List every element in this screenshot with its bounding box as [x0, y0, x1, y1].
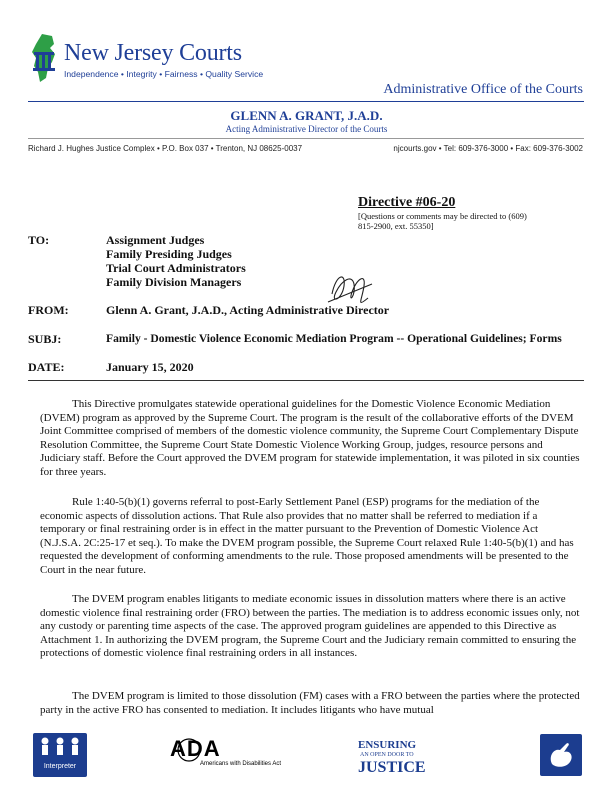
- contact-info: njcourts.gov • Tel: 609-376-3000 • Fax: 609-376-3002: [393, 144, 583, 153]
- mailing-address: Richard J. Hughes Justice Complex • P.O. Box 037 • Trenton, NJ 08625-0037: [28, 144, 303, 153]
- interpreter-logo: [33, 733, 87, 777]
- ensuring-label: ENSURING: [358, 739, 417, 751]
- recipient: Trial Court Administrators: [106, 261, 246, 275]
- date-value: January 15, 2020: [106, 360, 194, 374]
- ada-subtitle: Americans with Disabilities Act: [200, 761, 282, 767]
- directive-number: Directive #06-20: [358, 195, 456, 210]
- sign-language-icon: [540, 734, 582, 776]
- subject-value: Family - Domestic Violence Economic Mediation Program -- Operational Guidelines; Forms: [106, 332, 562, 345]
- interpreter-label: Interpreter: [43, 763, 77, 770]
- justice-label: JUSTICE: [358, 759, 426, 776]
- sign-language-logo: [540, 734, 582, 776]
- memo-divider: [28, 380, 584, 381]
- recipient: Family Presiding Judges: [106, 247, 232, 261]
- open-door-label: AN OPEN DOOR TO: [360, 752, 414, 758]
- address-divider: [28, 138, 584, 139]
- director-name: GLENN A. GRANT, J.A.D.: [230, 108, 383, 123]
- body-paragraph: The DVEM program is limited to those dissolution (FM) cases with a FRO between the parties where the protected party in the active FRO has consented to mediation. It includes litigants who have mutual: [40, 690, 580, 716]
- subject-label: SUBJ:: [28, 332, 62, 346]
- office-name: Administrative Office of the Courts: [383, 82, 583, 97]
- body-paragraph: This Directive promulgates statewide operational guidelines for the Domestic Violence Economic Mediation (DVEM) program as approved by the Supreme Court. The program is the result of the collaborative efforts of the DVEM Joint Committee comprised of members of the domestic violence community, the Supreme Court Complementary Dispute Resolution Committee, the Supreme Court State Domestic Violence Working Group, judges, resource persons and Judiciary staff. Before the Court approved the DVEM program for statewide implementation, it was piloted in six counties for three years.: [40, 398, 580, 478]
- state-map-logo-icon: [28, 32, 64, 84]
- to-label: TO:: [28, 233, 50, 247]
- body-paragraph: Rule 1:40-5(b)(1) governs referral to post-Early Settlement Panel (ESP) programs for the mediation of the economic aspects of dissolution actions. That Rule also provides that no matter shall be referred to mediation if a temporary or final restraining order is in effect in the matter pursuant to the Prevention of Domestic Violence Act (N.J.S.A. 2C:25-17 et seq.). To make the DVEM program possible, the Supreme Court relaxed Rule 1:40-5(b)(1) and has requested the development of conforming amendments to the rule. Those proposed amendments will be presented to the Court in the near future.: [40, 496, 574, 576]
- directive-contact-note: [Questions or comments may be directed to (609) 815-2900, ext. 55350]: [358, 211, 527, 231]
- recipient: Assignment Judges: [106, 233, 205, 247]
- people-icon: [33, 733, 87, 763]
- ada-label: ADA: [170, 736, 221, 761]
- org-tagline: Independence • Integrity • Fairness • Quality Service: [64, 69, 264, 79]
- to-recipients: [106, 233, 246, 289]
- from-label: FROM:: [28, 303, 69, 317]
- body-paragraph: The DVEM program enables litigants to mediate economic issues in dissolution matters where there is an active domestic violence final restraining order (FRO) between the parties. The mediation is to address economic issues only, not any custody or parenting time aspects of the case. The approved program guidelines are appended to this Directive as Attachment 1. In authorizing the DVEM program, the Supreme Court and the Judiciary remain committed to ensuring the protections of domestic violence final restraining orders in all instances.: [40, 593, 580, 659]
- director-title: Acting Administrative Director of the Courts: [225, 124, 388, 134]
- recipient: Family Division Managers: [106, 275, 242, 289]
- header-divider: [28, 101, 584, 102]
- date-label: DATE:: [28, 360, 65, 374]
- org-name: New Jersey Courts: [64, 40, 242, 66]
- from-value: Glenn A. Grant, J.A.D., Acting Administrative Director: [106, 303, 390, 317]
